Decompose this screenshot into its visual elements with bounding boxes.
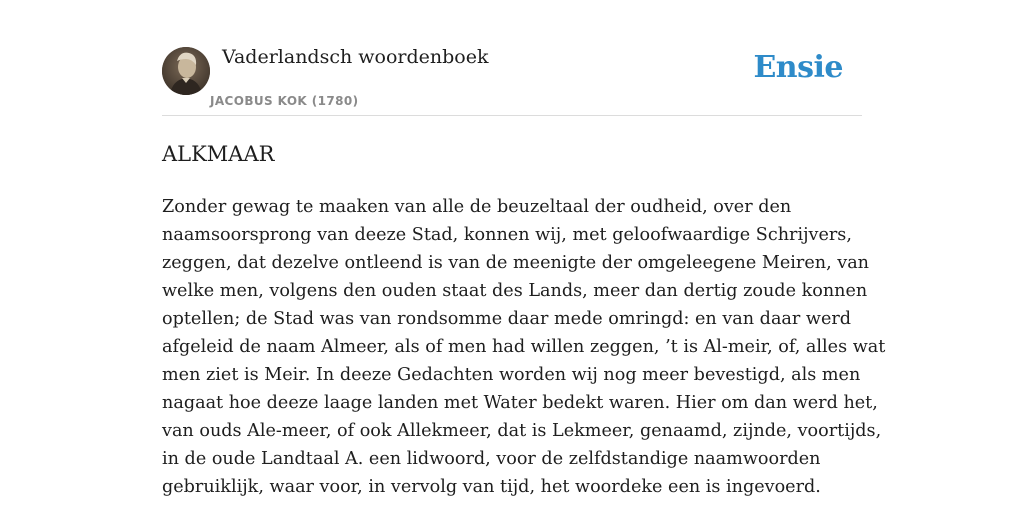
entry-line: van ouds Ale-meer, of ook Allekmeer, dat is Lekmeer, genaamd, zijnde, voortijds, [162,421,882,441]
author-portrait-icon[interactable] [162,47,210,95]
entry-line: naamsoorsprong van deeze Stad, konnen wij, met geloofwaardige Schrijvers, [162,225,852,245]
entry-line: zeggen, dat dezelve ontleend is van de meenigte der omgeleegene Meiren, van [162,253,870,273]
entry-line: men ziet is Meir. In deeze Gedachten worden wij nog meer bevestigd, als men [162,365,861,385]
ensie-logo[interactable]: Ensie [753,50,843,85]
entry-title: ALKMAAR [162,142,275,166]
entry-line: in de oude Landtaal A. een lidwoord, voor de zelfdstandige naamwoorden [162,449,821,469]
entry-body [162,193,886,501]
entry-line: optellen; de Stad was van rondsomme daar mede omringd: en van daar werd [162,309,852,329]
entry-line: nagaat hoe deeze laage landen met Water bedekt waren. Hier om dan werd het, [162,393,878,413]
author-name[interactable]: JACOBUS KOK (1780) [210,94,359,108]
entry-line: gebruiklijk, waar voor, in vervolg van tijd, het woordeke een is ingevoerd. [162,477,821,497]
portrait-drawing [162,47,210,95]
entry-line: Zonder gewag te maaken van alle de beuzeltaal der oudheid, over den [162,197,792,217]
entry-line: welke men, volgens den ouden staat des Lands, meer dan dertig zoude konnen [162,281,868,301]
book-title[interactable]: Vaderlandsch woordenboek [222,46,489,68]
page-header [162,44,862,116]
entry-line: afgeleid de naam Almeer, als of men had willen zeggen, ’t is Al-meir, of, alles wat [162,337,886,357]
